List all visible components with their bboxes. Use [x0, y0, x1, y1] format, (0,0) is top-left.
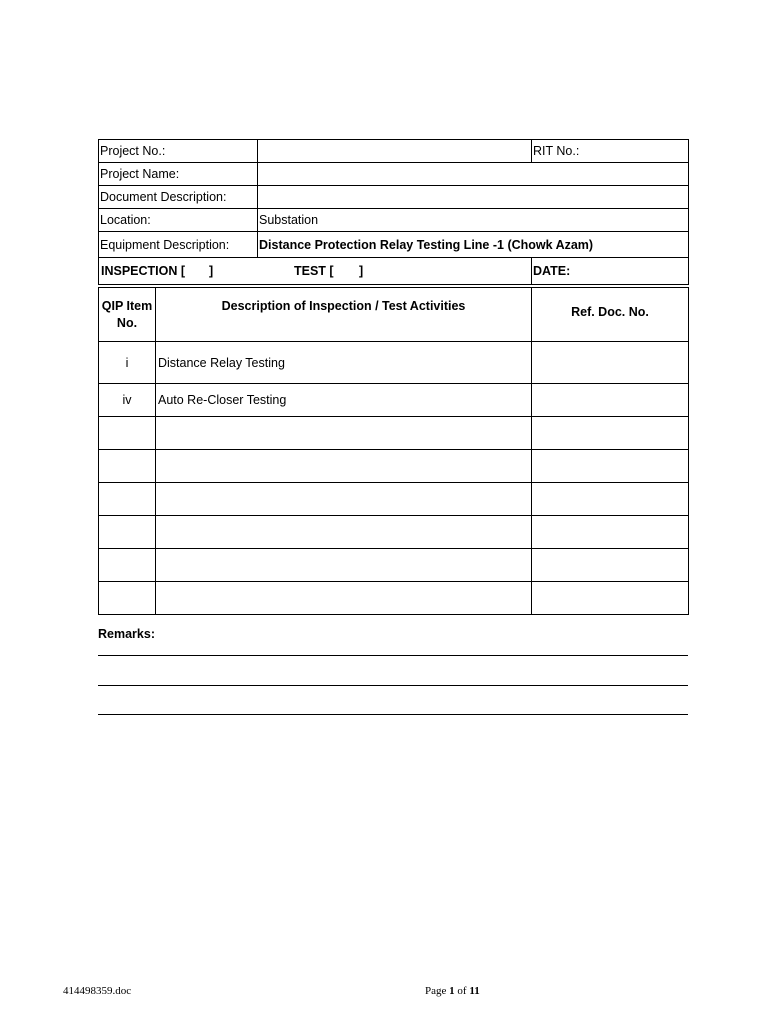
- remarks-line: [98, 685, 688, 686]
- remarks-line: [98, 714, 688, 715]
- qip-header-line2: No.: [116, 315, 138, 330]
- description-cell: [156, 549, 532, 582]
- header-info-table: [98, 139, 689, 285]
- location-row: [99, 209, 689, 232]
- page-prefix: Page: [425, 985, 450, 997]
- project-name-row: [99, 163, 689, 186]
- qip-cell: [99, 582, 156, 615]
- page-of: of: [454, 985, 470, 997]
- table-row: [99, 342, 689, 384]
- qip-cell: [99, 516, 156, 549]
- table-row: [99, 417, 689, 450]
- activities-header-row: [99, 288, 689, 342]
- equipment-description-row: [99, 232, 689, 258]
- equipment-description-value: Distance Protection Relay Testing Line -1 (Chowk Azam): [258, 232, 689, 258]
- location-label: Location:: [99, 209, 258, 232]
- qip-cell: [99, 549, 156, 582]
- activities-table: [98, 287, 689, 615]
- ref-cell: [532, 516, 689, 549]
- project-no-value: [258, 140, 532, 163]
- inspection-test-row: [99, 258, 689, 285]
- project-name-label: Project Name:: [99, 163, 258, 186]
- description-cell: [156, 516, 532, 549]
- ref-cell: [532, 384, 689, 417]
- ref-cell: [532, 483, 689, 516]
- location-value: Substation: [258, 209, 689, 232]
- document-description-label: Document Description:: [99, 186, 258, 209]
- document-description-value: [258, 186, 689, 209]
- ref-doc-header: Ref. Doc. No.: [532, 288, 689, 342]
- inspection-test-cell: [99, 258, 532, 285]
- page-current: 1: [449, 985, 455, 997]
- inspection-label: INSPECTION [: [101, 264, 186, 278]
- project-no-row: [99, 140, 689, 163]
- page-total: 11: [469, 985, 480, 997]
- test-label: TEST [: [294, 264, 334, 278]
- ref-cell: [532, 417, 689, 450]
- qip-cell: i: [99, 342, 156, 384]
- qip-cell: [99, 417, 156, 450]
- equipment-description-label: Equipment Description:: [99, 232, 258, 258]
- qip-cell: [99, 483, 156, 516]
- qip-item-header: [99, 288, 156, 342]
- footer-filename: 414498359.doc: [63, 985, 132, 997]
- description-cell: [156, 417, 532, 450]
- table-row: [99, 549, 689, 582]
- table-row: [99, 450, 689, 483]
- description-header: Description of Inspection / Test Activities: [156, 288, 532, 342]
- table-row: [99, 516, 689, 549]
- footer-page-number: [425, 985, 480, 997]
- description-cell: [156, 483, 532, 516]
- qip-cell: iv: [99, 384, 156, 417]
- description-cell: [156, 582, 532, 615]
- description-cell: Auto Re-Closer Testing: [156, 384, 532, 417]
- remarks-label: Remarks:: [98, 627, 155, 641]
- table-row: [99, 483, 689, 516]
- test-bracket-close: ]: [359, 264, 364, 278]
- ref-cell: [532, 549, 689, 582]
- project-no-label: Project No.:: [99, 140, 258, 163]
- description-cell: Distance Relay Testing: [156, 342, 532, 384]
- table-row: [99, 582, 689, 615]
- rit-no-label: RIT No.:: [532, 140, 689, 163]
- project-name-value: [258, 163, 689, 186]
- ref-cell: [532, 342, 689, 384]
- description-cell: [156, 450, 532, 483]
- table-row: [99, 384, 689, 417]
- ref-cell: [532, 582, 689, 615]
- qip-cell: [99, 450, 156, 483]
- document-description-row: [99, 186, 689, 209]
- remarks-line: [98, 655, 688, 656]
- ref-cell: [532, 450, 689, 483]
- inspection-bracket-close: ]: [209, 264, 214, 278]
- date-label: DATE:: [532, 258, 689, 285]
- qip-header-line1: QIP Item: [101, 298, 153, 313]
